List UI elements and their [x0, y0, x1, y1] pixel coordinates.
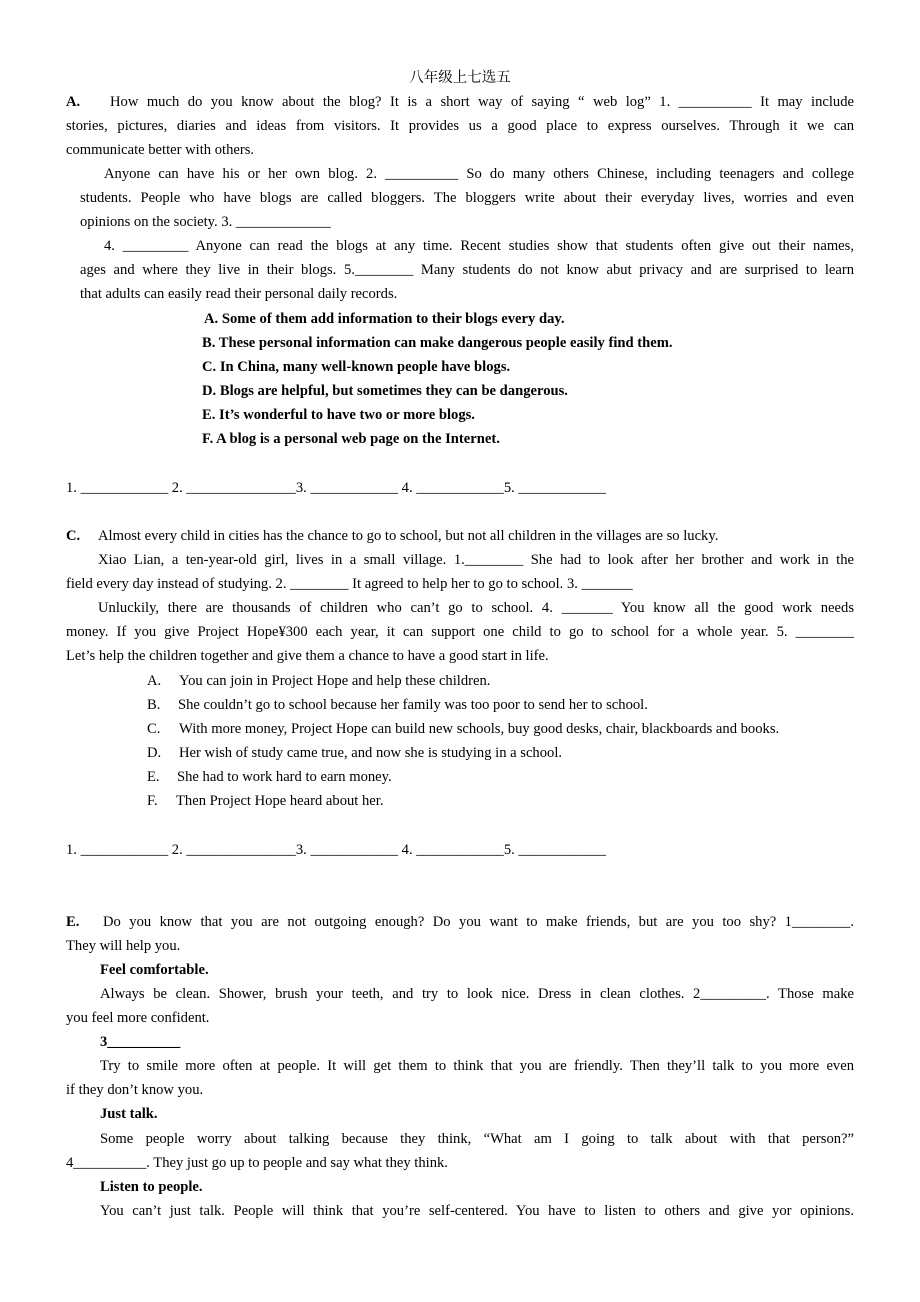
- section-e-line-5: Try to smile more often at people. It will get them to think that you are friendly. Then they’ll talk to you more even: [100, 1058, 854, 1074]
- section-c-line-5: money. If you give Project Hope¥300 each year, it can support one child to go to school for a whole year. 5. ________: [66, 624, 854, 640]
- section-a-line-8: ages and where they live in their blogs. 5.________ Many students do not know abut privacy and are surprised to learn: [80, 262, 854, 278]
- section-c-line-6: Let’s help the children together and give them a chance to have a good start in life.: [66, 648, 549, 664]
- section-e-line-6: if they don’t know you.: [66, 1082, 204, 1098]
- section-e-heading-3-number: 3: [100, 1034, 108, 1050]
- section-e-heading-just-talk: Just talk.: [100, 1106, 158, 1122]
- page-title: 八年级上七选五: [409, 70, 511, 86]
- section-a-option-d: D. Blogs are helpful, but sometimes they can be dangerous.: [202, 383, 568, 399]
- section-a-line-4: Anyone can have his or her own blog. 2. __________ So do many others Chinese, including teenagers and college: [104, 166, 854, 182]
- section-a-line-1: How much do you know about the blog? It is a short way of saying “ web log” 1. __________ It may include: [110, 94, 854, 110]
- section-a-option-b: B. These personal information can make dangerous people easily find them.: [202, 335, 673, 351]
- section-e-line-2: They will help you.: [66, 938, 181, 954]
- section-c-option-c-text: With more money, Project Hope can build new schools, buy good desks, chair, blackboards and books.: [179, 721, 780, 737]
- section-a-line-3: communicate better with others.: [66, 142, 255, 158]
- section-c-option-b-letter: B.: [147, 697, 161, 713]
- section-e-label: E.: [66, 914, 80, 930]
- section-c-line-3: field every day instead of studying. 2. ________ It agreed to help her to go to school. 3. _______: [66, 576, 633, 592]
- section-e-line-8: 4__________. They just go up to people and say what they think.: [66, 1155, 448, 1171]
- section-a-line-5: students. People who have blogs are called bloggers. The bloggers write about their everyday lives, worries and even: [80, 190, 854, 206]
- section-e-line-7: Some people worry about talking because they think, “What am I going to talk about with that person?”: [100, 1131, 854, 1147]
- section-c-option-a-text: You can join in Project Hope and help these children.: [179, 673, 491, 689]
- section-c-option-f-text: Then Project Hope heard about her.: [176, 793, 384, 809]
- section-e-line-1: Do you know that you are not outgoing enough? Do you want to make friends, but are you too shy? 1________.: [103, 914, 854, 930]
- section-c-option-d-text: Her wish of study came true, and now she is studying in a school.: [179, 745, 563, 761]
- section-a-line-9: that adults can easily read their personal daily records.: [80, 286, 398, 302]
- section-a-option-a: A. Some of them add information to their blogs every day.: [204, 311, 565, 327]
- section-e-heading-feel-comfortable: Feel comfortable.: [100, 962, 209, 978]
- section-a-option-e: E. It’s wonderful to have two or more blogs.: [202, 407, 475, 423]
- section-c-answer-line: 1. ____________ 2. _______________3. ____________ 4. ____________5. ____________: [66, 842, 606, 858]
- section-c-option-e-text: She had to work hard to earn money.: [177, 769, 392, 785]
- section-c-option-a-letter: A.: [147, 673, 162, 689]
- section-e-heading-3: [100, 1032, 180, 1052]
- section-e-line-9: You can’t just talk. People will think that you’re self-centered. You have to listen to others and give yor opinions.: [100, 1203, 854, 1219]
- section-a-line-6: opinions on the society. 3. _____________: [80, 214, 331, 230]
- section-c-line-2: Xiao Lian, a ten-year-old girl, lives in a small village. 1.________ She had to look after her brother and work in the: [98, 552, 854, 568]
- section-c-label: C.: [66, 528, 81, 544]
- section-e-line-4: you feel more confident.: [66, 1010, 210, 1026]
- section-a-line-7: 4. _________ Anyone can read the blogs at any time. Recent studies show that students often give out their names,: [104, 238, 854, 254]
- section-c-option-c-letter: C.: [147, 721, 161, 737]
- section-a-option-c: C. In China, many well-known people have blogs.: [202, 359, 511, 375]
- section-e-heading-listen: Listen to people.: [100, 1179, 203, 1195]
- section-c-option-b-text: She couldn’t go to school because her family was too poor to send her to school.: [178, 697, 648, 713]
- section-a-option-f: F. A blog is a personal web page on the Internet.: [202, 431, 500, 447]
- section-e-heading-3-blank: __________: [107, 1034, 181, 1050]
- section-c-line-4: Unluckily, there are thousands of children who can’t go to school. 4. _______ You know all the good work needs: [98, 600, 854, 616]
- section-c-option-f-letter: F.: [147, 793, 158, 809]
- section-c-option-d-letter: D.: [147, 745, 162, 761]
- section-e-line-3: Always be clean. Shower, brush your teeth, and try to look nice. Dress in clean clothes. 2_________. Those make: [100, 986, 854, 1002]
- section-c-line-1: Almost every child in cities has the chance to go to school, but not all children in the villages are so lucky.: [98, 528, 719, 544]
- section-a-label: A.: [66, 94, 81, 110]
- section-a-line-2: stories, pictures, diaries and ideas from visitors. It provides us a good place to express ourselves. Through it we can: [66, 118, 854, 134]
- section-a-answer-line: 1. ____________ 2. _______________3. ____________ 4. ____________5. ____________: [66, 480, 606, 496]
- section-c-option-e-letter: E.: [147, 769, 160, 785]
